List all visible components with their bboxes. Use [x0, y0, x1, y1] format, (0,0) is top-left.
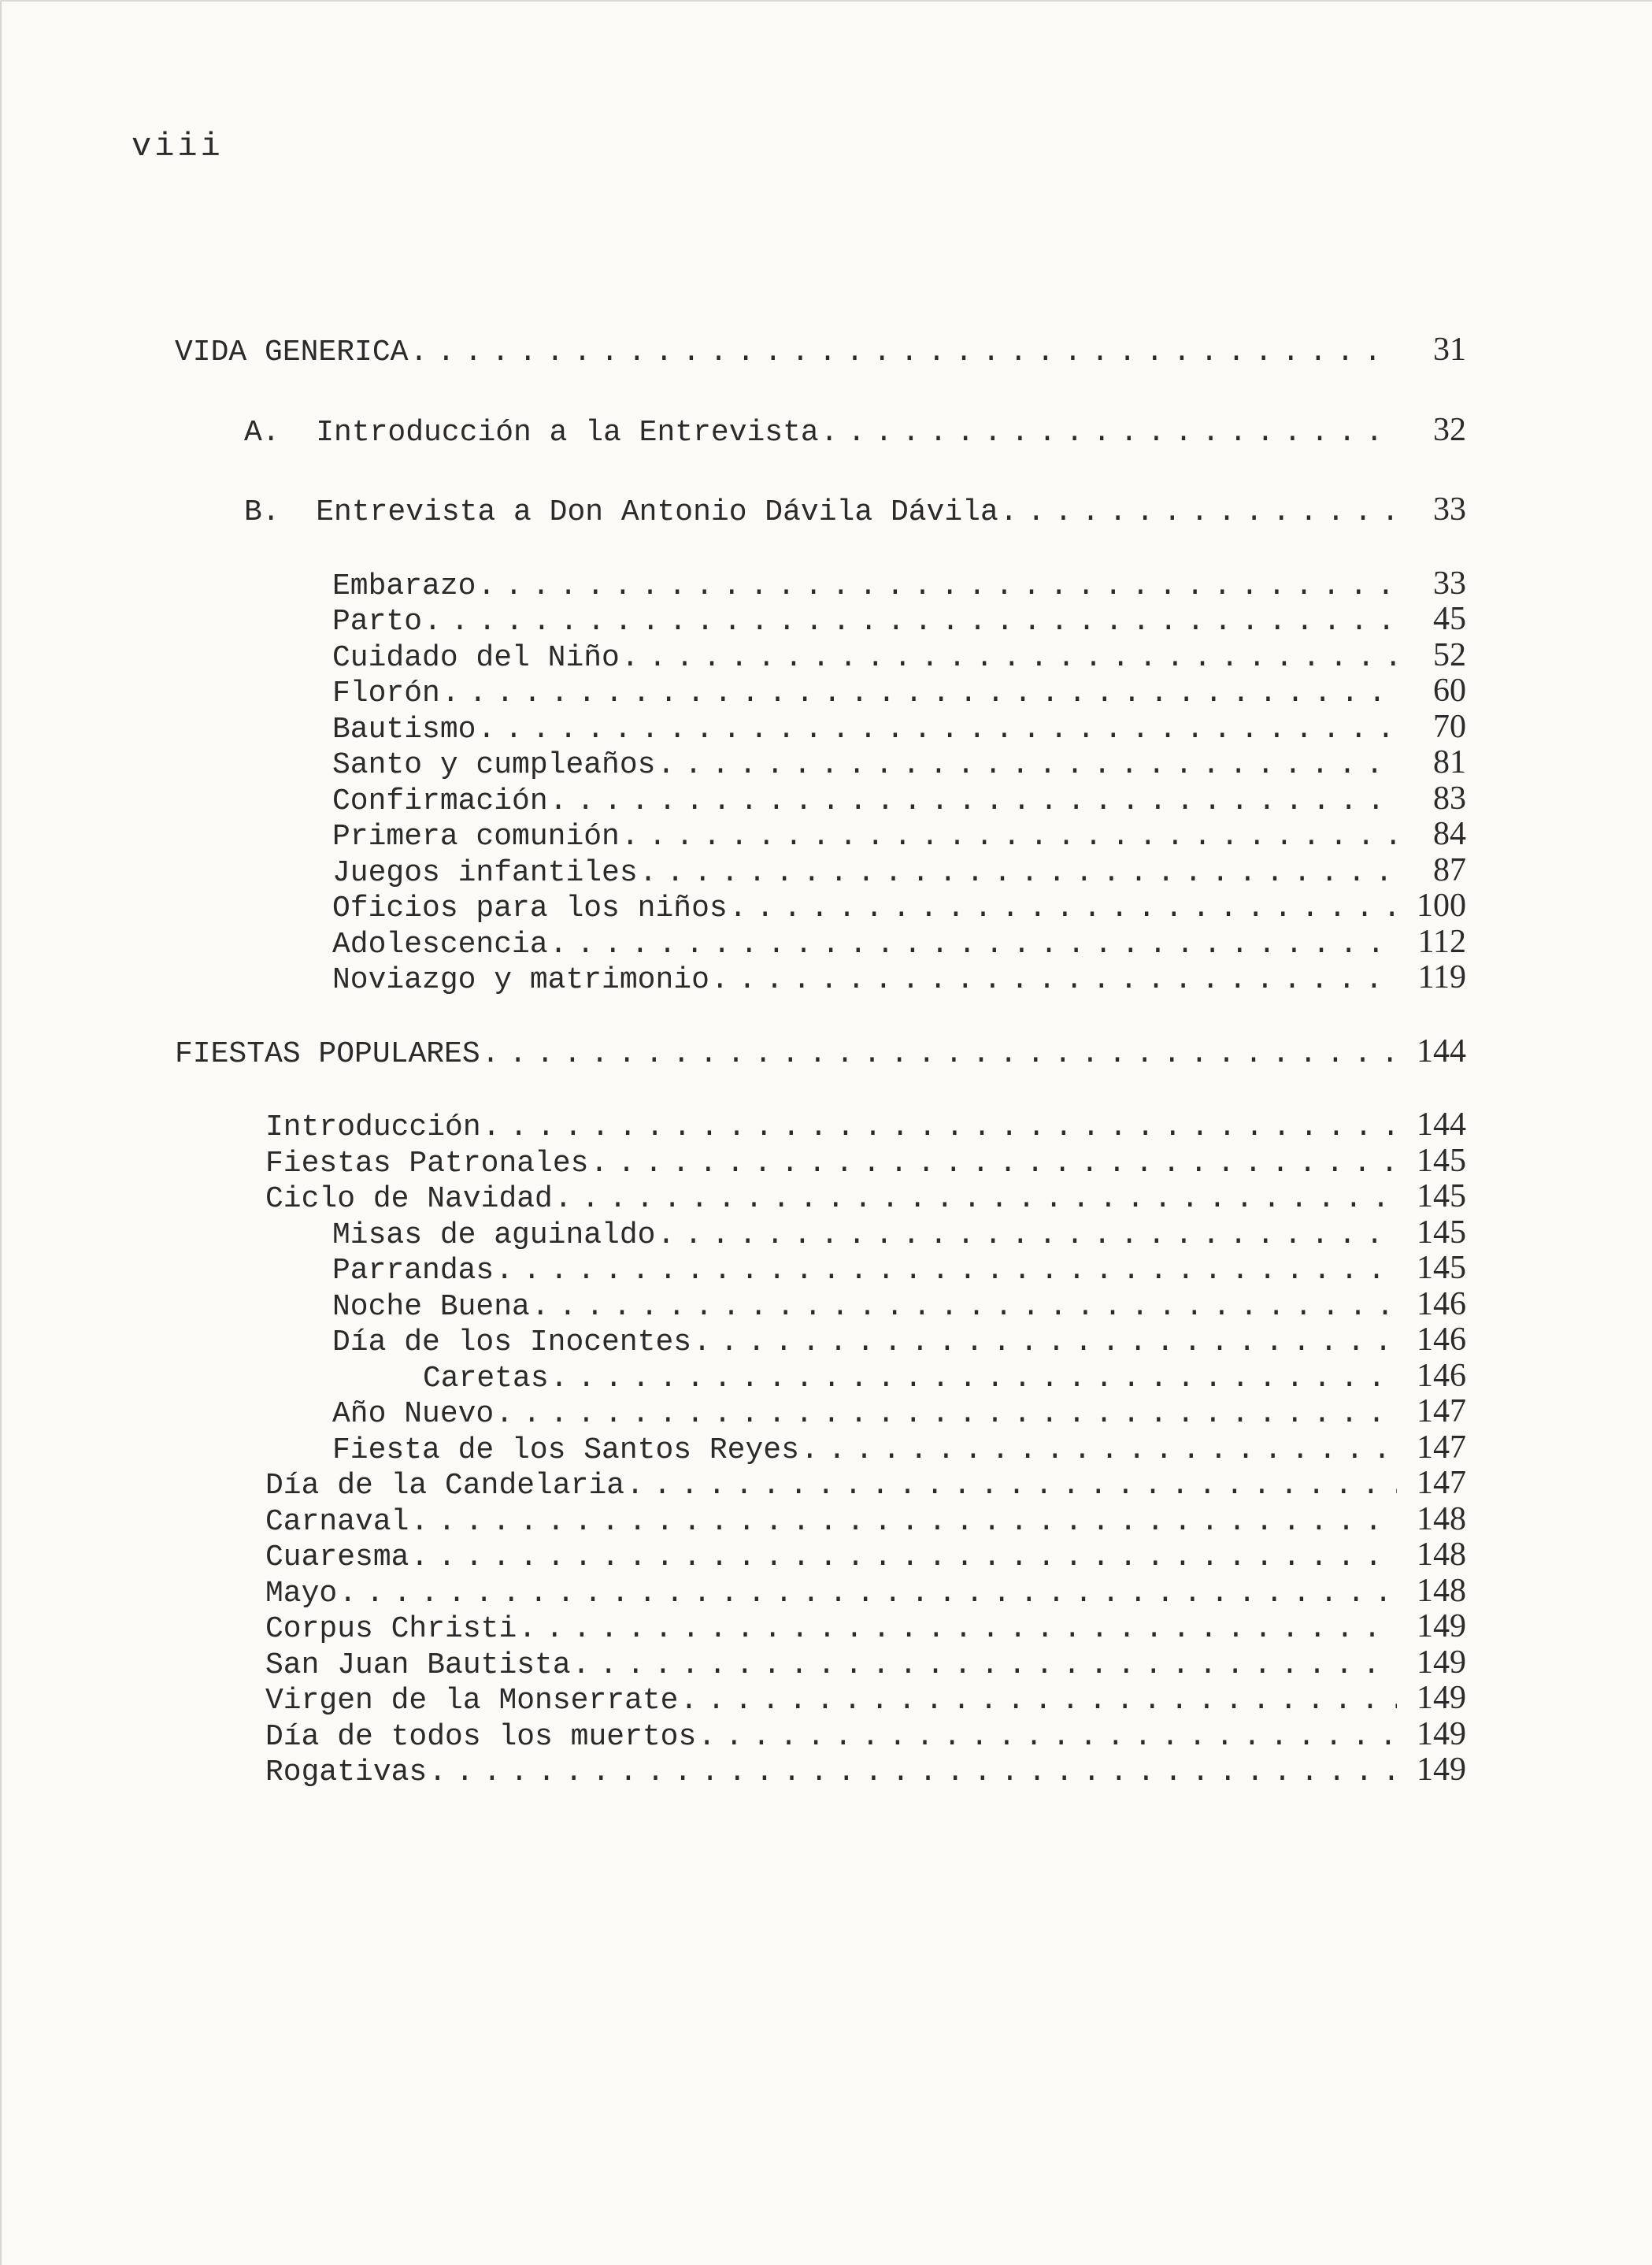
toc-entry [175, 1251, 1466, 1287]
toc-entry [175, 1537, 1466, 1574]
dot-leader [572, 1648, 1397, 1684]
toc-page-ref: 145 [1417, 1178, 1466, 1214]
toc-entry [175, 1574, 1466, 1610]
toc-entry-title: Embarazo [332, 569, 476, 603]
toc-page-ref: 100 [1417, 888, 1466, 924]
toc-page-ref: 112 [1417, 923, 1466, 960]
toc-topic [175, 602, 1466, 638]
toc-entry-title: Oficios para los niños [332, 892, 728, 925]
toc-page-ref: 148 [1417, 1500, 1466, 1537]
toc-page-ref: 145 [1417, 1250, 1466, 1286]
toc-page-ref: 83 [1433, 780, 1466, 817]
toc-entry-title: Parto [332, 605, 423, 639]
toc-entry-title: Día de todos los muertos [265, 1719, 697, 1754]
toc-page-ref: 84 [1433, 816, 1466, 852]
toc-entry [175, 1752, 1466, 1789]
dot-leader [698, 1719, 1397, 1755]
toc-entry-title: VIDA GENERICA [175, 335, 409, 369]
dot-leader [339, 1576, 1397, 1612]
toc-topic [175, 566, 1466, 602]
toc-entry [175, 1287, 1466, 1323]
dot-leader [626, 1468, 1397, 1504]
toc-part-title: Entrevista a Don Antonio Dávila Dávila [316, 495, 998, 529]
toc-entry-title: Primera comunión [332, 820, 620, 854]
toc-entry [175, 1430, 1466, 1466]
toc-entry [175, 1466, 1466, 1502]
dot-leader [1000, 495, 1397, 531]
toc-page-ref: 31 [1433, 332, 1466, 368]
toc-topic [175, 960, 1466, 996]
toc-page-ref: 32 [1433, 411, 1466, 448]
dot-leader [657, 1218, 1397, 1254]
toc-part-title: Introducción a la Entrevista [316, 415, 819, 450]
toc-part-a [175, 413, 1466, 449]
table-of-contents [175, 332, 1466, 1789]
dot-leader [590, 1146, 1397, 1182]
dot-leader [428, 1755, 1397, 1791]
toc-entry-title: Parrandas [332, 1254, 494, 1288]
dot-leader [554, 1181, 1397, 1218]
dot-leader [424, 604, 1397, 640]
toc-page-ref: 33 [1433, 491, 1466, 528]
toc-entry-title: Introducción [265, 1110, 481, 1144]
toc-page-ref: 147 [1417, 1465, 1466, 1501]
dot-leader [477, 712, 1397, 748]
toc-entry-title: Noviazgo y matrimonio [332, 963, 709, 997]
toc-topic [175, 710, 1466, 746]
dot-leader [550, 927, 1397, 963]
toc-entry-title: Rogativas [265, 1755, 428, 1789]
toc-entry [175, 1215, 1466, 1251]
dot-leader [442, 676, 1397, 712]
toc-page-ref: 45 [1433, 601, 1466, 637]
toc-entry [175, 1144, 1466, 1180]
toc-entry-title: Juegos infantiles [332, 855, 638, 890]
toc-entry [175, 1322, 1466, 1359]
toc-entry-title: Fiestas Patronales [265, 1146, 589, 1181]
toc-entry-title: Carnaval [265, 1504, 409, 1539]
dot-leader [621, 640, 1397, 677]
toc-entry-title: Bautismo [332, 712, 476, 747]
toc-entry-title [244, 415, 819, 451]
toc-page-ref: 144 [1417, 1032, 1466, 1069]
toc-topic [175, 781, 1466, 817]
toc-page-ref: 149 [1417, 1644, 1466, 1681]
dot-leader [711, 962, 1397, 999]
toc-topic [175, 925, 1466, 961]
toc-entry-title: Ciclo de Navidad [265, 1182, 553, 1216]
toc-topic [175, 745, 1466, 781]
toc-entry-title: Día de los Inocentes [332, 1325, 692, 1359]
toc-entry-title: San Juan Bautista [265, 1648, 571, 1682]
toc-page-ref: 52 [1433, 636, 1466, 673]
toc-entry-title: Cuaresma [265, 1540, 409, 1574]
toc-page-ref: 145 [1417, 1142, 1466, 1179]
toc-page-ref: 144 [1417, 1107, 1466, 1143]
toc-entry-title: FIESTAS POPULARES [175, 1036, 480, 1071]
toc-page-ref: 87 [1433, 851, 1466, 888]
toc-entry-title: Adolescencia [332, 927, 548, 962]
toc-topic [175, 638, 1466, 674]
toc-entry-title: Fiesta de los Santos Reyes [332, 1433, 799, 1467]
toc-entry-title: Misas de aguinaldo [332, 1218, 656, 1252]
dot-leader [550, 1361, 1397, 1397]
toc-page-ref: 147 [1417, 1393, 1466, 1429]
toc-page-ref: 149 [1417, 1608, 1466, 1644]
toc-entry [175, 1502, 1466, 1538]
toc-section-vida-generica [175, 332, 1466, 369]
toc-entry [175, 1609, 1466, 1645]
dot-leader [801, 1433, 1397, 1469]
toc-page-ref: 146 [1417, 1322, 1466, 1358]
toc-page-ref: 119 [1417, 959, 1466, 995]
dot-leader [483, 1110, 1397, 1146]
toc-entry-title: Caretas [423, 1361, 549, 1396]
toc-entry-title: Mayo [265, 1576, 338, 1611]
toc-page-ref: 149 [1417, 1680, 1466, 1716]
toc-page-ref: 60 [1433, 673, 1466, 709]
toc-entry-title: Año Nuevo [332, 1397, 494, 1431]
toc-entry-title: Santo y cumpleaños [332, 748, 656, 782]
toc-entry-title [244, 495, 998, 531]
toc-page-ref: 81 [1433, 744, 1466, 780]
toc-section-fiestas-populares [175, 1034, 1466, 1070]
toc-entry-title: Cuidado del Niño [332, 640, 620, 675]
toc-entry-title: Día de la Candelaria [265, 1469, 625, 1503]
toc-topic [175, 817, 1466, 853]
dot-leader [495, 1253, 1397, 1289]
toc-topic [175, 853, 1466, 889]
dot-leader [820, 415, 1397, 451]
toc-page-ref: 70 [1433, 708, 1466, 745]
dot-leader [477, 569, 1397, 605]
toc-page-ref: 33 [1433, 565, 1466, 602]
dot-leader [532, 1289, 1397, 1325]
toc-topic [175, 888, 1466, 925]
toc-topic [175, 673, 1466, 710]
toc-page-ref: 147 [1417, 1429, 1466, 1466]
toc-page-ref: 148 [1417, 1537, 1466, 1573]
dot-leader [409, 335, 1397, 371]
dot-leader [410, 1540, 1397, 1576]
toc-entry-title: Florón [332, 677, 440, 710]
dot-leader [410, 1504, 1397, 1540]
dot-leader [680, 1683, 1398, 1719]
toc-page-ref: 149 [1417, 1715, 1466, 1752]
dot-leader [729, 891, 1397, 927]
toc-part-label: A. [244, 415, 280, 450]
toc-entry [175, 1394, 1466, 1430]
toc-part-b [175, 492, 1466, 528]
toc-part-label: B. [244, 495, 280, 529]
toc-page-ref: 149 [1417, 1752, 1466, 1788]
dot-leader [495, 1396, 1397, 1433]
toc-entry-title: Noche Buena [332, 1289, 530, 1324]
toc-page-ref: 146 [1417, 1357, 1466, 1394]
dot-leader [657, 747, 1397, 784]
dot-leader [621, 819, 1397, 855]
dot-leader [639, 855, 1397, 892]
toc-page-ref: 148 [1417, 1572, 1466, 1609]
toc-entry [175, 1645, 1466, 1681]
toc-entry [175, 1681, 1466, 1717]
dot-leader [693, 1325, 1397, 1361]
dot-leader [550, 784, 1397, 820]
toc-entry-title: Virgen de la Monserrate [265, 1684, 679, 1718]
toc-entry [175, 1717, 1466, 1753]
toc-entry [175, 1359, 1466, 1395]
dot-leader [518, 1611, 1397, 1648]
toc-page-ref: 146 [1417, 1285, 1466, 1322]
toc-entry [175, 1107, 1466, 1144]
toc-entry-title: Confirmación [332, 784, 548, 818]
toc-entry [175, 1179, 1466, 1215]
page-number: viii [131, 128, 224, 165]
toc-page-ref: 145 [1417, 1214, 1466, 1251]
toc-entry-title: Corpus Christi [265, 1612, 517, 1646]
dot-leader [482, 1036, 1397, 1073]
